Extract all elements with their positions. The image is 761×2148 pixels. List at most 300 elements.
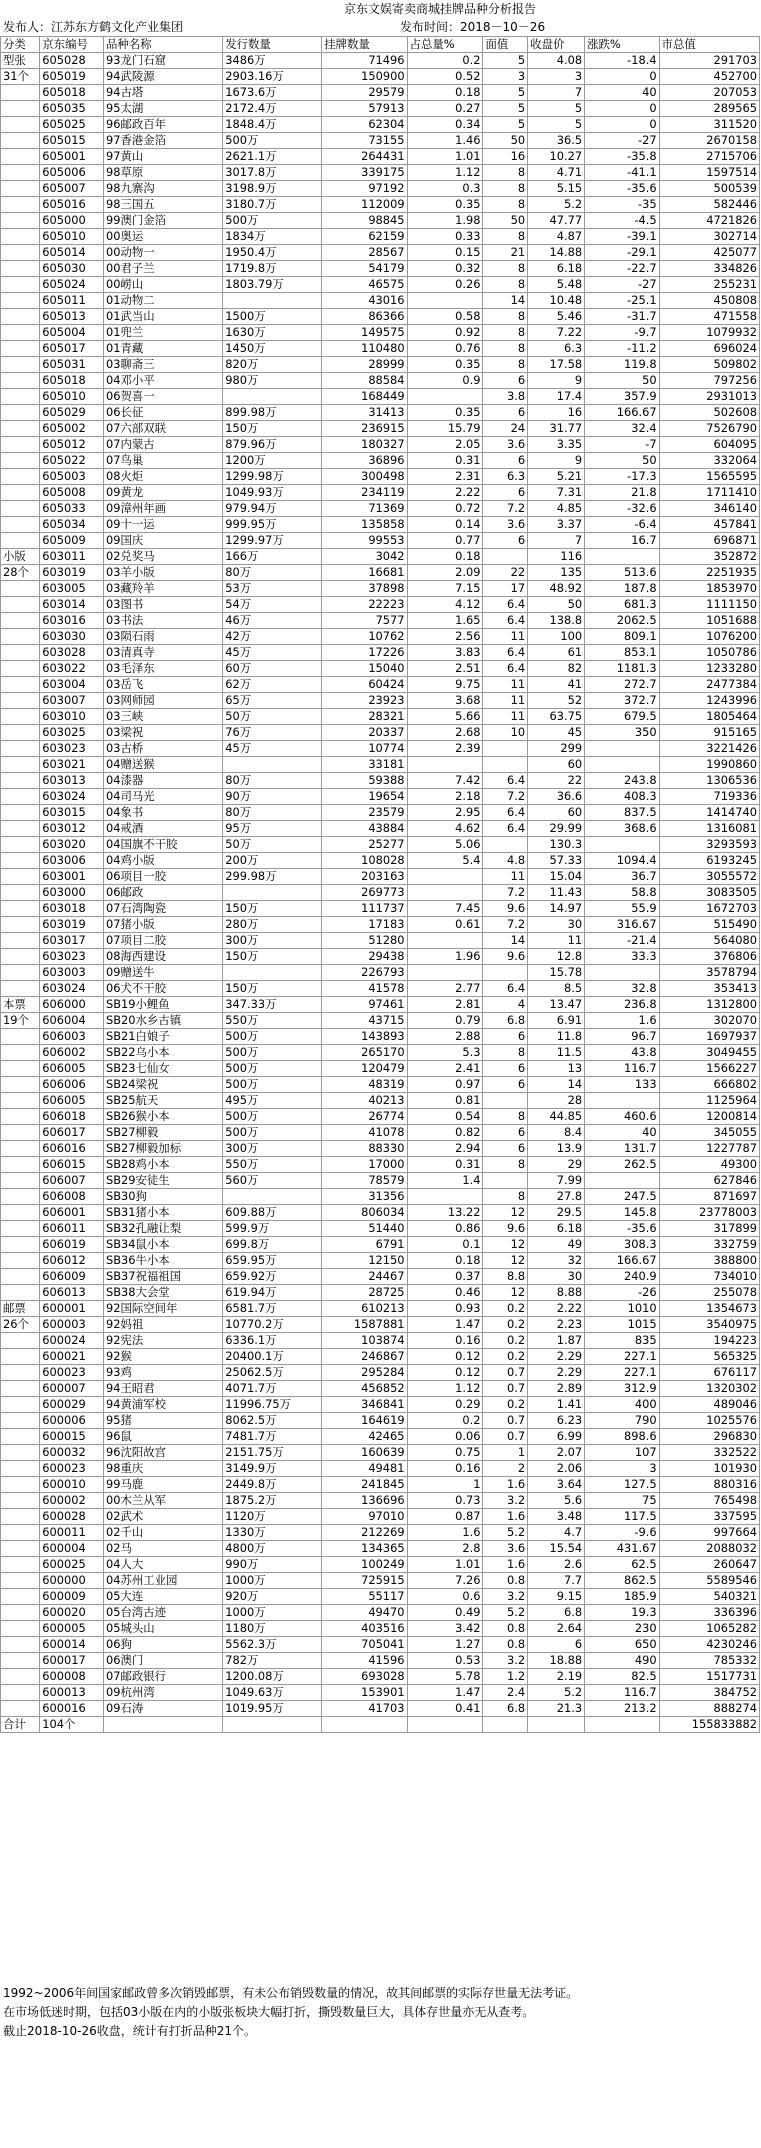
table-cell: 31413 (322, 405, 407, 421)
table-cell: 2.8 (407, 1541, 483, 1557)
table-cell: 48319 (322, 1077, 407, 1093)
table-cell: 5.2 (483, 1605, 528, 1621)
category-cell (1, 469, 40, 485)
table-cell: 4.87 (528, 229, 585, 245)
table-cell: 871697 (659, 1189, 759, 1205)
table-cell: 1049.93万 (223, 485, 322, 501)
table-cell: 92妈祖 (103, 1317, 222, 1333)
table-cell: 627846 (659, 1173, 759, 1189)
category-cell (1, 293, 40, 309)
table-cell: 350 (585, 725, 660, 741)
table-cell: 500万 (223, 213, 322, 229)
table-cell: 4800万 (223, 1541, 322, 1557)
table-cell: 765498 (659, 1493, 759, 1509)
table-cell: SB24梁祝 (103, 1077, 222, 1093)
table-cell: 2.31 (407, 469, 483, 485)
table-row (1, 741, 760, 757)
table-cell: 0.46 (407, 1285, 483, 1301)
table-cell: 1834万 (223, 229, 322, 245)
table-cell: 4.85 (528, 501, 585, 517)
table-row (1, 149, 760, 165)
table-cell: 1.87 (528, 1333, 585, 1349)
table-cell: 603012 (40, 821, 104, 837)
table-cell: 600004 (40, 1541, 104, 1557)
table-cell: 17.4 (528, 389, 585, 405)
category-cell (1, 149, 40, 165)
table-cell: 990万 (223, 1557, 322, 1573)
table-cell: 920万 (223, 1589, 322, 1605)
table-cell: -31.7 (585, 309, 660, 325)
table-cell: 1.47 (407, 1685, 483, 1701)
table-cell: -9.6 (585, 1525, 660, 1541)
table-cell: 603025 (40, 725, 104, 741)
table-cell: 29579 (322, 85, 407, 101)
table-cell: 52 (528, 693, 585, 709)
table-cell: 2.29 (528, 1365, 585, 1381)
table-cell: 659.95万 (223, 1253, 322, 1269)
table-cell: 8 (483, 1189, 528, 1205)
table-cell: 0.2 (483, 1333, 528, 1349)
table-cell: 49 (528, 1237, 585, 1253)
table-cell: 108028 (322, 853, 407, 869)
table-cell: 9.6 (483, 901, 528, 917)
table-cell: 0.7 (483, 1381, 528, 1397)
table-cell: 6.18 (528, 261, 585, 277)
table-cell: 0.9 (407, 373, 483, 389)
table-cell: 915165 (659, 725, 759, 741)
table-cell: 600032 (40, 1445, 104, 1461)
table-cell: 99马鹿 (103, 1477, 222, 1493)
category-cell (1, 1285, 40, 1301)
table-cell: 5 (483, 101, 528, 117)
table-cell: 149575 (322, 325, 407, 341)
table-cell: 04赠送猴 (103, 757, 222, 773)
table-cell: 05大连 (103, 1589, 222, 1605)
table-cell: 719336 (659, 789, 759, 805)
table-cell: 03陨石雨 (103, 629, 222, 645)
table-cell: 0.41 (407, 1701, 483, 1717)
table-row (1, 549, 760, 565)
table-cell: 1.6 (483, 1557, 528, 1573)
category-cell (1, 853, 40, 869)
table-cell: 31356 (322, 1189, 407, 1205)
table-cell: 7.31 (528, 485, 585, 501)
table-body (1, 53, 760, 1717)
table-cell: 1.98 (407, 213, 483, 229)
table-cell: 80万 (223, 565, 322, 581)
table-cell: 1587881 (322, 1317, 407, 1333)
table-row (1, 1157, 760, 1173)
table-cell: 59388 (322, 773, 407, 789)
table-cell: 15.54 (528, 1541, 585, 1557)
table-cell: 86366 (322, 309, 407, 325)
table-cell: 1.12 (407, 165, 483, 181)
table-cell: 1320302 (659, 1381, 759, 1397)
table-cell: 300万 (223, 1141, 322, 1157)
category-cell (1, 965, 40, 981)
category-cell (1, 1045, 40, 1061)
table-cell: 07鸟巢 (103, 453, 222, 469)
table-cell: 0 (585, 69, 660, 85)
table-row (1, 725, 760, 741)
table-cell: 78579 (322, 1173, 407, 1189)
table-cell (407, 389, 483, 405)
table-cell: 21 (483, 245, 528, 261)
table-cell: 21.8 (585, 485, 660, 501)
table-row (1, 437, 760, 453)
table-cell: 1000万 (223, 1573, 322, 1589)
table-cell: SB19小鲤鱼 (103, 997, 222, 1013)
category-cell: 邮票 (1, 1301, 40, 1317)
table-cell: 131.7 (585, 1141, 660, 1157)
table-cell: 7577 (322, 613, 407, 629)
table-cell: 8 (483, 325, 528, 341)
table-cell: 606016 (40, 1141, 104, 1157)
table-row (1, 277, 760, 293)
table-cell: 05城头山 (103, 1621, 222, 1637)
table-cell: 09漳州年画 (103, 501, 222, 517)
table-cell: 1.12 (407, 1381, 483, 1397)
table-cell: 12 (483, 1285, 528, 1301)
table-cell: 02武术 (103, 1509, 222, 1525)
table-cell: 600002 (40, 1493, 104, 1509)
table-cell: 41578 (322, 981, 407, 997)
table-cell: 8.88 (528, 1285, 585, 1301)
table-cell: 734010 (659, 1269, 759, 1285)
table-cell: 1316081 (659, 821, 759, 837)
table-cell: 272.7 (585, 677, 660, 693)
table-cell (585, 741, 660, 757)
table-cell (585, 549, 660, 565)
table-cell (407, 933, 483, 949)
table-cell: 88584 (322, 373, 407, 389)
table-cell: SB28鸡小本 (103, 1157, 222, 1173)
category-cell (1, 1525, 40, 1541)
table-cell: 65万 (223, 693, 322, 709)
table-cell: 339175 (322, 165, 407, 181)
table-cell: -7 (585, 437, 660, 453)
table-cell: 603018 (40, 901, 104, 917)
header-row (1, 37, 760, 53)
table-cell: 133 (585, 1077, 660, 1093)
table-cell: 6.8 (528, 1605, 585, 1621)
table-cell: -21.4 (585, 933, 660, 949)
table-cell: 96鼠 (103, 1429, 222, 1445)
table-cell: 1233280 (659, 661, 759, 677)
table-cell: 2.09 (407, 565, 483, 581)
table-cell: 2.6 (528, 1557, 585, 1573)
table-cell: 17183 (322, 917, 407, 933)
table-cell: 0.27 (407, 101, 483, 117)
table-cell: 98九寨沟 (103, 181, 222, 197)
table-cell: 80万 (223, 805, 322, 821)
table-row (1, 661, 760, 677)
table-cell: -17.3 (585, 469, 660, 485)
table-cell: 2.06 (528, 1461, 585, 1477)
table-row (1, 357, 760, 373)
table-cell (223, 757, 322, 773)
table-cell: 0.34 (407, 117, 483, 133)
table-cell: 1015 (585, 1317, 660, 1333)
table-cell: 227.1 (585, 1349, 660, 1365)
table-row (1, 1141, 760, 1157)
table-cell: 603016 (40, 613, 104, 629)
table-cell: 2.23 (528, 1317, 585, 1333)
table-cell: SB34鼠小本 (103, 1237, 222, 1253)
table-cell: 3.6 (483, 437, 528, 453)
table-cell: 04漆器 (103, 773, 222, 789)
table-cell: 5.06 (407, 837, 483, 853)
table-cell (407, 869, 483, 885)
table-cell: 226793 (322, 965, 407, 981)
category-cell: 31个 (1, 69, 40, 85)
table-cell: 606004 (40, 1013, 104, 1029)
table-cell: 24 (483, 421, 528, 437)
table-cell: SB29安徒生 (103, 1173, 222, 1189)
table-cell: 234119 (322, 485, 407, 501)
table-cell: 13.22 (407, 1205, 483, 1221)
table-cell: 246867 (322, 1349, 407, 1365)
table-cell: 0.35 (407, 197, 483, 213)
table-cell (483, 1173, 528, 1189)
category-cell (1, 837, 40, 853)
category-cell (1, 181, 40, 197)
table-cell: 30 (528, 917, 585, 933)
table-cell: 63.75 (528, 709, 585, 725)
publisher-label: 发布人：江苏东方鹤文化产业集团 (3, 20, 184, 34)
table-row (1, 1605, 760, 1621)
table-cell: 606000 (40, 997, 104, 1013)
table-cell: 600008 (40, 1669, 104, 1685)
table-cell: 5.21 (528, 469, 585, 485)
category-cell (1, 1509, 40, 1525)
table-cell: 80万 (223, 773, 322, 789)
category-cell (1, 629, 40, 645)
table-row (1, 245, 760, 261)
table-cell: 262.5 (585, 1157, 660, 1173)
category-cell (1, 1141, 40, 1157)
table-cell: 03三峡 (103, 709, 222, 725)
table-cell: 0.8 (483, 1621, 528, 1637)
table-cell: 600011 (40, 1525, 104, 1541)
table-cell: 3.2 (483, 1493, 528, 1509)
table-row (1, 117, 760, 133)
table-cell: 241845 (322, 1477, 407, 1493)
table-cell: 0.6 (407, 1589, 483, 1605)
table-cell: SB26猴小本 (103, 1109, 222, 1125)
table-cell: 17000 (322, 1157, 407, 1173)
table-cell: 0.7 (483, 1413, 528, 1429)
table-cell: 09赠送牛 (103, 965, 222, 981)
table-cell: 8 (483, 277, 528, 293)
category-cell (1, 597, 40, 613)
table-cell: 681.3 (585, 597, 660, 613)
table-cell: 605034 (40, 517, 104, 533)
table-cell: 2.88 (407, 1029, 483, 1045)
table-cell: 605006 (40, 165, 104, 181)
table-cell: 606007 (40, 1173, 104, 1189)
header-cell: 收盘价 (528, 37, 585, 53)
table-cell: 16681 (322, 565, 407, 581)
table-cell: 93龙门石窟 (103, 53, 222, 69)
table-cell: 605002 (40, 421, 104, 437)
table-cell: 3486万 (223, 53, 322, 69)
table-row (1, 1477, 760, 1493)
table-cell: -35.8 (585, 149, 660, 165)
table-cell: 600014 (40, 1637, 104, 1653)
table-cell: 3180.7万 (223, 197, 322, 213)
category-cell (1, 1621, 40, 1637)
category-cell (1, 277, 40, 293)
table-cell: 116 (528, 549, 585, 565)
table-cell: 116.7 (585, 1685, 660, 1701)
table-cell: 98三国五 (103, 197, 222, 213)
table-cell: 255231 (659, 277, 759, 293)
table-cell: 01青藏 (103, 341, 222, 357)
table-cell: 1517731 (659, 1669, 759, 1685)
table-cell: 160639 (322, 1445, 407, 1461)
table-cell: 610213 (322, 1301, 407, 1317)
category-cell (1, 1109, 40, 1125)
table-cell: 605003 (40, 469, 104, 485)
table-row (1, 485, 760, 501)
table-cell: 8 (483, 181, 528, 197)
table-cell: 6336.1万 (223, 1333, 322, 1349)
table-cell: 603024 (40, 981, 104, 997)
table-cell: SB38大会堂 (103, 1285, 222, 1301)
table-cell (223, 1189, 322, 1205)
table-cell (585, 1173, 660, 1189)
table-cell: 2.22 (407, 485, 483, 501)
table-cell: 29.5 (528, 1205, 585, 1221)
table-cell: 7.26 (407, 1573, 483, 1589)
table-cell: 37898 (322, 581, 407, 597)
table-cell: 853.1 (585, 645, 660, 661)
table-cell: 1805464 (659, 709, 759, 725)
table-cell: 82 (528, 661, 585, 677)
table-cell: 10.48 (528, 293, 585, 309)
table-cell: 94武陵源 (103, 69, 222, 85)
table-cell: 605019 (40, 69, 104, 85)
table-row (1, 677, 760, 693)
table-cell: 997664 (659, 1525, 759, 1541)
table-cell: 135858 (322, 517, 407, 533)
table-cell: 500万 (223, 133, 322, 149)
table-cell: 8 (483, 165, 528, 181)
table-row (1, 1269, 760, 1285)
table-cell: 247.5 (585, 1189, 660, 1205)
table-cell: 352872 (659, 549, 759, 565)
table-cell: 73155 (322, 133, 407, 149)
table-row (1, 773, 760, 789)
category-cell (1, 1605, 40, 1621)
total-row (1, 1717, 760, 1733)
table-cell: 0.72 (407, 501, 483, 517)
table-cell: 500万 (223, 1029, 322, 1045)
category-cell (1, 1573, 40, 1589)
table-cell: 28567 (322, 245, 407, 261)
category-cell: 本票 (1, 997, 40, 1013)
table-cell: 264431 (322, 149, 407, 165)
table-cell: 1079932 (659, 325, 759, 341)
table-cell: 2.4 (483, 1685, 528, 1701)
table-cell: 0.1 (407, 1237, 483, 1253)
table-cell: 11 (483, 629, 528, 645)
table-cell: 265170 (322, 1045, 407, 1061)
table-cell: 07内蒙古 (103, 437, 222, 453)
table-row (1, 1029, 760, 1045)
table-cell: 96邮政百年 (103, 117, 222, 133)
table-cell: 289565 (659, 101, 759, 117)
table-cell: 2.05 (407, 437, 483, 453)
table-cell: 603022 (40, 661, 104, 677)
table-cell: 62万 (223, 677, 322, 693)
table-cell: 92宪法 (103, 1333, 222, 1349)
table-cell: 28 (528, 1093, 585, 1109)
table-cell: 3083505 (659, 885, 759, 901)
table-row (1, 1573, 760, 1589)
table-row (1, 997, 760, 1013)
table-cell: 606003 (40, 1029, 104, 1045)
table-cell: 9.6 (483, 949, 528, 965)
table-cell: 679.5 (585, 709, 660, 725)
table-row (1, 133, 760, 149)
table-cell: 92猴 (103, 1349, 222, 1365)
table-cell: 1 (407, 1477, 483, 1493)
table-cell: 112009 (322, 197, 407, 213)
table-cell: 603023 (40, 949, 104, 965)
table-cell: 50 (483, 133, 528, 149)
table-cell (483, 741, 528, 757)
table-cell (483, 549, 528, 565)
table-cell: 5 (528, 117, 585, 133)
table-row (1, 1461, 760, 1477)
table-cell: 62159 (322, 229, 407, 245)
table-row (1, 1701, 760, 1717)
table-cell (483, 837, 528, 853)
table-cell: 10 (483, 725, 528, 741)
table-cell: 255078 (659, 1285, 759, 1301)
table-cell: -32.6 (585, 501, 660, 517)
table-cell: 227.1 (585, 1365, 660, 1381)
table-cell: 2621.1万 (223, 149, 322, 165)
table-cell: 603004 (40, 677, 104, 693)
table-cell: 236.8 (585, 997, 660, 1013)
table-cell: 92国际空间年 (103, 1301, 222, 1317)
table-cell: 7 (528, 533, 585, 549)
table-cell: 97010 (322, 1509, 407, 1525)
table-row (1, 1493, 760, 1509)
table-cell: 3 (483, 69, 528, 85)
table-cell: 45 (528, 725, 585, 741)
category-cell (1, 101, 40, 117)
table-cell: 27.8 (528, 1189, 585, 1205)
table-cell: 207053 (659, 85, 759, 101)
table-cell (223, 965, 322, 981)
table-cell: 600009 (40, 1589, 104, 1605)
table-cell: -25.1 (585, 293, 660, 309)
table-cell: 1990860 (659, 757, 759, 773)
category-cell (1, 533, 40, 549)
table-cell: 19.3 (585, 1605, 660, 1621)
table-cell: 23923 (322, 693, 407, 709)
category-cell: 小版 (1, 549, 40, 565)
table-cell: -35.6 (585, 181, 660, 197)
table-cell: 2.07 (528, 1445, 585, 1461)
table-cell: 110480 (322, 341, 407, 357)
table-cell: 12150 (322, 1253, 407, 1269)
table-cell: 879.96万 (223, 437, 322, 453)
